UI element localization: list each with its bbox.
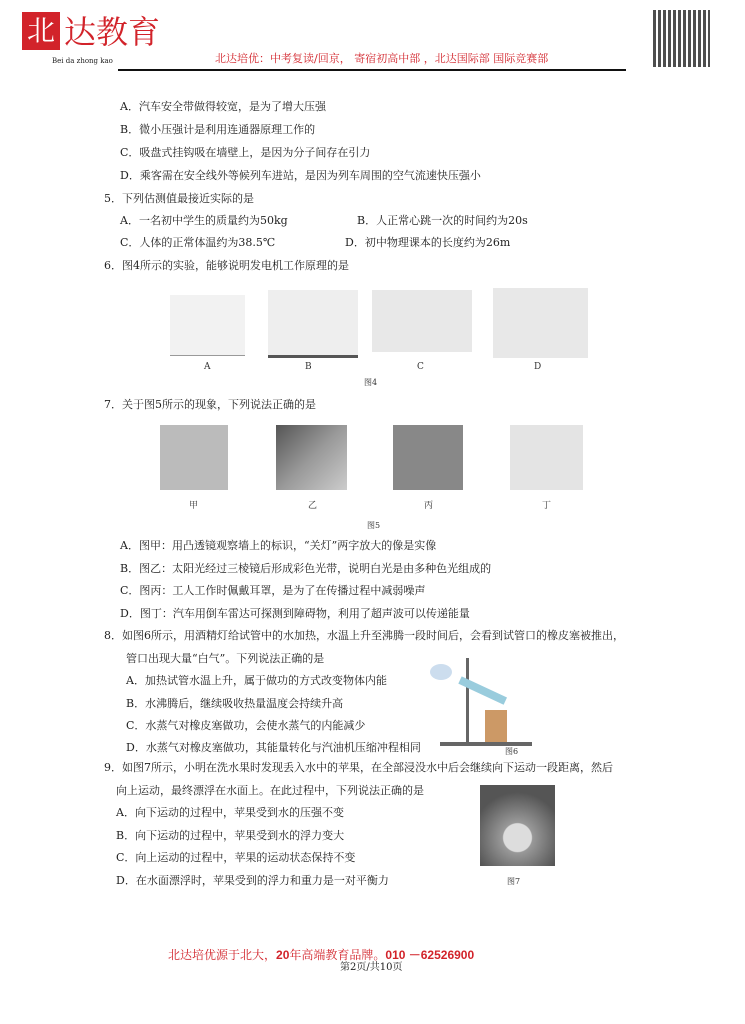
fig4-c-image [372,290,472,352]
fig5-caption: 图5 [367,521,381,530]
q4-option-b: B．微小压强计是利用连通器原理工作的 [120,123,316,136]
logo-text: 达教育 [64,13,161,51]
fig4-b-image [268,290,358,358]
fig5-yi-image [276,425,347,490]
fig4-d-image [493,288,588,358]
q6-stem: 6．图4所示的实验，能够说明发电机工作原理的是 [104,259,349,272]
fig5-label-yi: 乙 [308,501,318,511]
q7-option-b: B．图乙：太阳光经过三棱镜后形成彩色光带，说明白光是由多种色光组成的 [120,562,492,575]
q5-option-b: B．人正常心跳一次的时间约为20s [357,214,528,227]
q8-option-c: C．水蒸气对橡皮塞做功，会使水蒸气的内能减少 [126,719,366,732]
q9-option-b: B．向下运动的过程中，苹果受到水的浮力变大 [116,829,345,842]
fig5-label-jia: 甲 [189,501,199,511]
fig6-image [430,658,538,746]
qr-code-icon [653,10,710,67]
q7-option-c: C．图丙：工人工作时佩戴耳罩，是为了在传播过程中减弱噪声 [120,584,426,597]
footer-ad-b: 20 [276,948,290,962]
fig4-a-image [170,295,245,356]
fig4-label-c: C [417,362,424,372]
q7-option-a: A．图甲：用凸透镜观察墙上的标识，“关灯”两字放大的像是实像 [120,539,437,552]
footer-ad [168,948,474,962]
q8-option-a: A．加热试管水温上升，属于做功的方式改变物体内能 [126,674,387,687]
q4-option-d: D．乘客需在安全线外等候列车进站，是因为列车周围的空气流速快压强小 [120,169,481,182]
fig4-label-a: A [204,362,211,372]
fig7-image [480,785,555,866]
q7-option-d: D．图丁：汽车用倒车雷达可探测到障碍物，利用了超声波可以传递能量 [120,607,470,620]
q8-stem-cont: 管口出现大量“白气”。下列说法正确的是 [126,652,325,665]
fig5-jia-image [160,425,228,490]
fig6-caption: 图6 [505,747,519,756]
header-slogan: 北达培优：中考复读/回京， 寄宿初高中部 ，北达国际部 国际竞赛部 [215,52,549,65]
q8-stem: 8．如图6所示，用酒精灯给试管中的水加热，水温上升至沸腾一段时间后，会看到试管口的橡皮塞被推出， [104,629,624,642]
fig5-label-ding: 丁 [542,501,552,511]
q9-option-d: D．在水面漂浮时，苹果受到的浮力和重力是一对平衡力 [116,874,389,887]
footer-ad-c: 年高端教育品牌。 [289,948,386,962]
q7-stem: 7．关于图5所示的现象，下列说法正确的是 [104,398,316,411]
footer-phone: 010 －62526900 [385,948,475,962]
logo-pinyin: Bei da zhong kao [52,57,113,65]
header-rule [118,69,626,71]
q5-option-c: C．人体的正常体温约为38.5℃ [120,236,276,249]
fig4-caption: 图4 [364,378,378,387]
logo: 北 [22,12,60,50]
fig5-ding-image [510,425,583,490]
footer-ad-a: 北达培优源于北大， [168,948,277,962]
q4-option-a: A．汽车安全带做得较宽，是为了增大压强 [120,100,326,113]
q8-option-b: B．水沸腾后，继续吸收热量温度会持续升高 [126,697,344,710]
q9-stem: 9．如图7所示，小明在洗水果时发现丢入水中的苹果，在全部浸没水中后会继续向下运动一段距离，然后 [104,761,613,774]
q9-stem-cont: 向上运动，最终漂浮在水面上。在此过程中，下列说法正确的是 [116,784,424,797]
q9-option-a: A．向下运动的过程中，苹果受到水的压强不变 [116,806,344,819]
q8-option-d: D．水蒸气对橡皮塞做功，其能量转化与汽油机压缩冲程相同 [126,741,421,754]
fig4-label-b: B [305,362,312,372]
fig4-label-d: D [534,362,542,372]
q9-option-c: C．向上运动的过程中，苹果的运动状态保持不变 [116,851,356,864]
page-number: 第2页/共10页 [340,962,403,973]
fig7-caption: 图7 [507,877,521,886]
q4-option-c: C．吸盘式挂钩吸在墙壁上，是因为分子间存在引力 [120,146,371,159]
q5-stem: 5．下列估测值最接近实际的是 [104,192,254,205]
fig5-bing-image [393,425,463,490]
fig5-label-bing: 丙 [424,501,434,511]
q5-option-d: D．初中物理课本的长度约为26m [345,236,511,249]
q5-option-a: A．一名初中学生的质量约为50kg [120,214,288,227]
